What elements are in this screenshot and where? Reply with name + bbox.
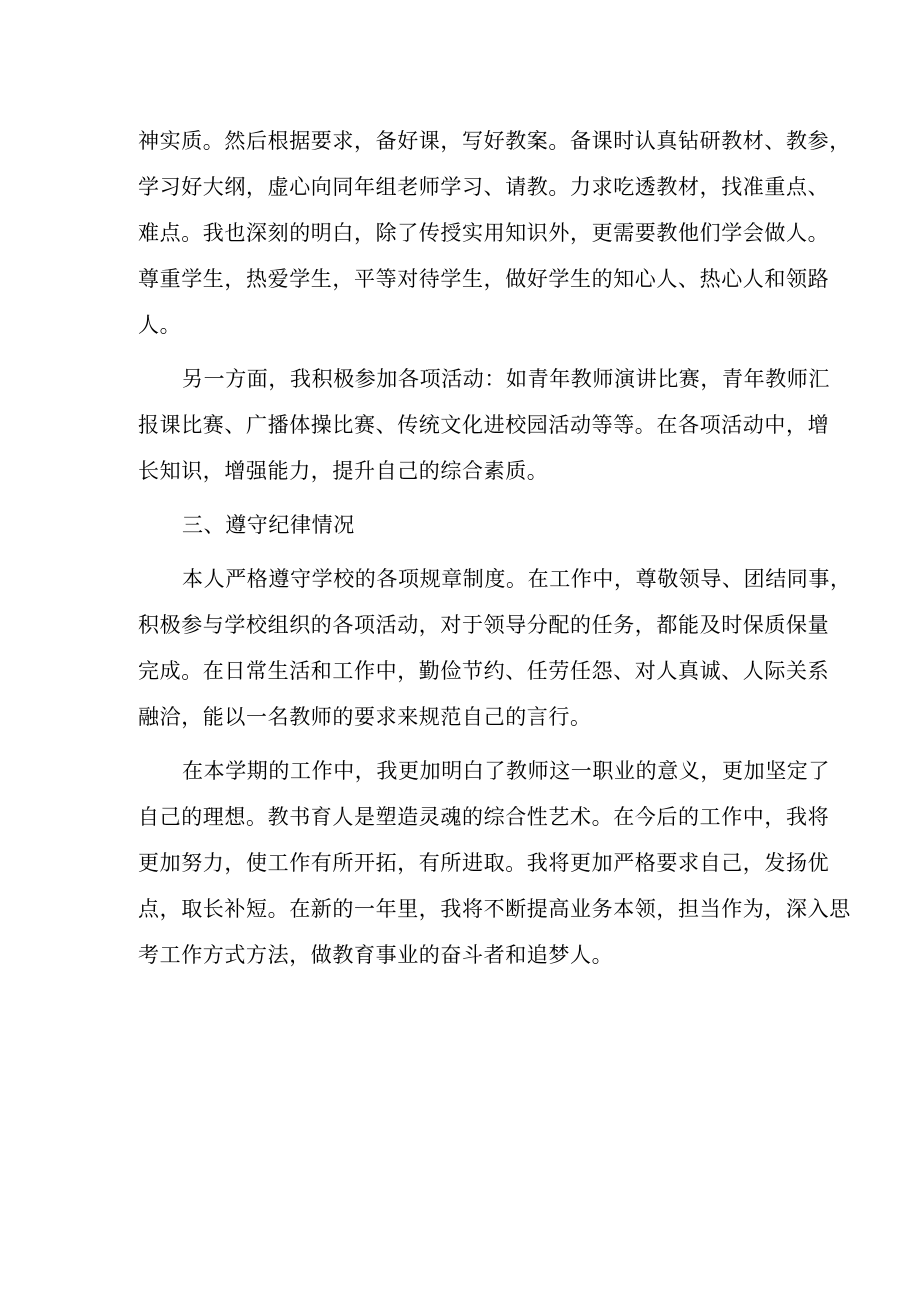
text-line: 点，取长补短。在新的一年里，我将不断提高业务本领，担当作为，深入思 — [138, 897, 851, 921]
text-line: 本人严格遵守学校的各项规章制度。在工作中，尊敬领导、团结同事， — [182, 567, 852, 591]
text-line: 融洽，能以一名教师的要求来规范自己的言行。 — [138, 705, 592, 729]
text-line: 报课比赛、广播体操比赛、传统文化进校园活动等等。在各项活动中，增 — [138, 413, 830, 437]
text-line: 学习好大纲，虚心向同年组老师学习、请教。力求吃透教材，找准重点、 — [138, 175, 830, 199]
text-line: 积极参与学校组织的各项活动，对于领导分配的任务，都能及时保质保量 — [138, 613, 830, 637]
paragraph-conclusion — [138, 748, 851, 978]
text-line: 另一方面，我积极参加各项活动：如青年教师演讲比赛，青年教师汇 — [182, 367, 830, 391]
paragraph-discipline — [138, 556, 852, 740]
text-line: 更加努力，使工作有所开拓，有所进取。我将更加严格要求自己，发扬优 — [138, 851, 830, 875]
text-line: 难点。我也深刻的明白，除了传授实用知识外，更需要教他们学会做人。 — [138, 221, 830, 245]
document-body — [138, 118, 852, 978]
section-heading — [138, 502, 798, 548]
text-line: 完成。在日常生活和工作中，勤俭节约、任劳任怨、对人真诚、人际关系 — [138, 659, 830, 683]
paragraph-continuation — [138, 118, 851, 348]
heading-text: 三、遵守纪律情况 — [182, 513, 355, 537]
text-line: 尊重学生，热爱学生，平等对待学生，做好学生的知心人、热心人和领路 — [138, 267, 830, 291]
paragraph-activities — [138, 356, 830, 494]
text-line: 长知识，增强能力，提升自己的综合素质。 — [138, 459, 549, 483]
text-line: 在本学期的工作中，我更加明白了教师这一职业的意义，更加坚定了 — [182, 759, 830, 783]
text-line: 人。 — [138, 313, 182, 337]
text-line: 自己的理想。教书育人是塑造灵魂的综合性艺术。在今后的工作中，我将 — [138, 805, 830, 829]
text-line: 神实质。然后根据要求，备好课，写好教案。备课时认真钻研教材、教参， — [138, 129, 851, 153]
text-line: 考工作方式方法，做教育事业的奋斗者和追梦人。 — [138, 943, 614, 967]
